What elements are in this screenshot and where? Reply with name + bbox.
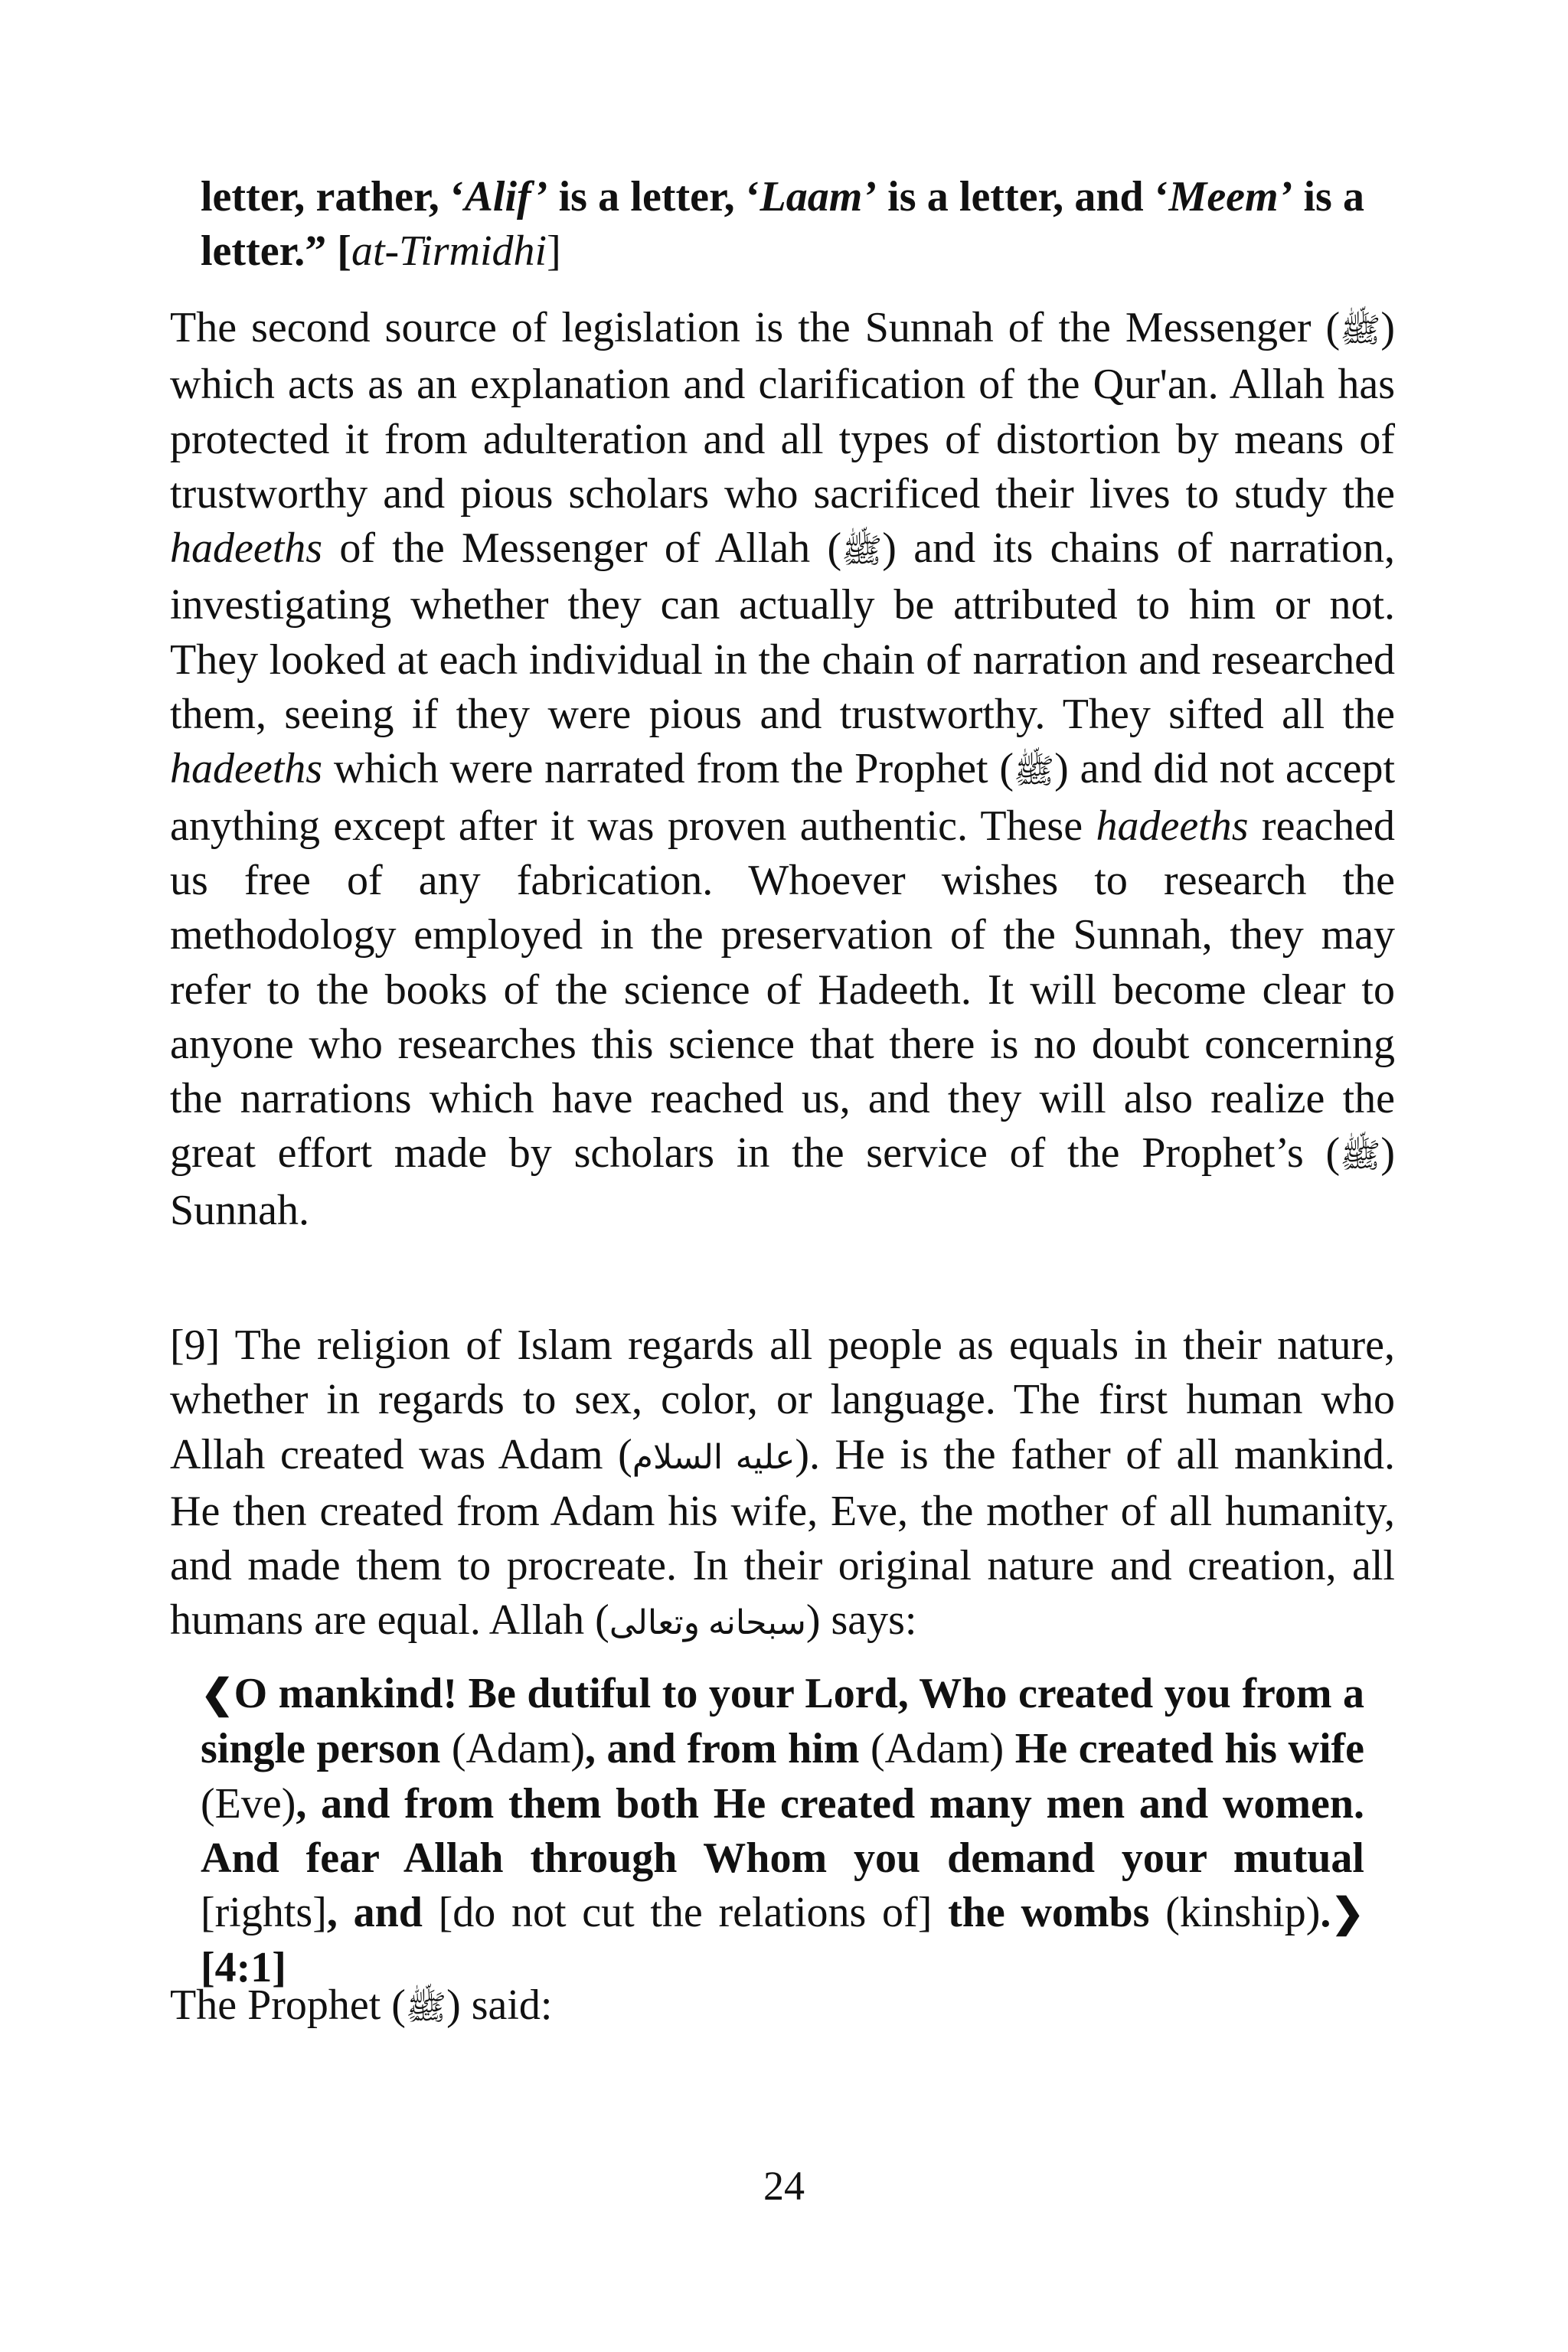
verse-gloss: (Adam) bbox=[440, 1725, 585, 1773]
quote-italic-term: Alif’ bbox=[464, 173, 548, 220]
italic-term: hadeeths bbox=[170, 524, 323, 573]
honorific-saw-icon: ﷺ bbox=[405, 1989, 447, 2027]
verse-text: O mankind! Be dutiful to your Lord, Who created you from a single person bbox=[201, 1670, 1364, 1773]
quote-text: is a letter.” bbox=[201, 173, 1365, 276]
body-text: The second source of legislation is the Sunnah of the Messenger ( bbox=[170, 304, 1341, 351]
body-text: ). He is the father of all mankind. He then created from Adam his wife, Eve, the mother of all humanity, and made them to procreate. In their original nature and creation, all humans are equal. Allah ( bbox=[170, 1430, 1395, 1645]
italic-term: hadeeths bbox=[1096, 802, 1249, 850]
body-text: reached us free of any fabrication. Whoever wishes to research the methodology employed in the preservation of the Sunnah, they may refer to the books of the science of Hadeeth. It will become clear to anyone who researches this science that there is no doubt concerning the narrations which have reached us, and they will also realize the great effort made by scholars in the service of the Prophet’s ( bbox=[170, 802, 1395, 1178]
quote-text: is a letter, ‘ bbox=[547, 173, 760, 220]
verse-text: , and from them both He created many men and women. And fear Allah through Whom you demand your mutual bbox=[201, 1779, 1364, 1882]
body-text: The Prophet ( bbox=[170, 1981, 406, 2029]
verse-gloss: [do not cut the relations of] bbox=[422, 1889, 949, 1937]
verse-gloss: (kinship) bbox=[1149, 1889, 1321, 1937]
quran-verse-quote bbox=[201, 1667, 1364, 1996]
quote-text: is a letter, and ‘ bbox=[876, 173, 1169, 220]
verse-gloss: (Eve) bbox=[201, 1779, 296, 1828]
source-bracket: ] bbox=[547, 227, 561, 276]
ornate-open-bracket-icon: ❮ bbox=[201, 1673, 234, 1717]
paragraph-equality bbox=[170, 1318, 1395, 1651]
body-text: ) and did not accept anything except after it was proven authentic. These bbox=[170, 745, 1396, 850]
page-number: 24 bbox=[763, 2163, 805, 2209]
honorific-saw-icon: ﷺ bbox=[841, 532, 883, 570]
verse-text: . bbox=[1320, 1889, 1331, 1937]
verse-text: , and from him bbox=[584, 1725, 860, 1773]
italic-term: hadeeths bbox=[170, 745, 323, 793]
source-reference: at-Tirmidhi bbox=[351, 227, 547, 276]
body-text: ) says: bbox=[805, 1596, 917, 1645]
hadith-quote-continuation bbox=[201, 170, 1364, 279]
quote-italic-term: Meem’ bbox=[1168, 173, 1293, 220]
paragraph-prophet-said bbox=[170, 1978, 1395, 2035]
verse-gloss: [rights] bbox=[201, 1889, 327, 1937]
quote-text: letter, rather, ‘ bbox=[201, 173, 465, 220]
verse-reference: [4:1] bbox=[201, 1944, 286, 1992]
body-text: ) and its chains of narration, investigating whether they can actually be attributed to him or not. They looked at each individual in the chain of narration and researched them, seeing if they were pious and trustworthy. They sifted all the bbox=[170, 524, 1396, 739]
verse-text: , and bbox=[326, 1889, 423, 1937]
honorific-saw-icon: ﷺ bbox=[1340, 312, 1381, 349]
body-text: [9] The religion of Islam regards all people as equals in their nature, whether in regards to sex, color, or language. The first human who Allah created was Adam ( bbox=[170, 1321, 1395, 1478]
verse-text: He created his wife bbox=[1014, 1725, 1365, 1773]
ornate-close-bracket-icon: ❯ bbox=[1331, 1892, 1364, 1936]
honorific-as-icon: عليه السلام bbox=[632, 1438, 795, 1476]
body-text: ) said: bbox=[446, 1981, 553, 2029]
quote-italic-term: Laam’ bbox=[760, 173, 877, 220]
verse-gloss: (Adam) bbox=[859, 1725, 1015, 1773]
honorific-swt-icon: سبحانه وتعالى bbox=[609, 1604, 806, 1642]
paragraph-sunnah bbox=[170, 301, 1395, 1238]
honorific-saw-icon: ﷺ bbox=[1340, 1137, 1381, 1175]
source-bracket: [ bbox=[337, 227, 351, 276]
honorific-saw-icon: ﷺ bbox=[1013, 753, 1055, 791]
body-text: which were narrated from the Prophet ( bbox=[322, 745, 1014, 793]
body-text: ) Sunnah. bbox=[170, 1129, 1395, 1234]
body-text: of the Messenger of Allah ( bbox=[322, 524, 842, 573]
verse-text: the wombs bbox=[948, 1889, 1150, 1937]
body-text: ) which acts as an explanation and clarification of the Qur'an. Allah has protected it from adulteration and all types of distortion by means of trustworthy and pious scholars who sacrificed their lives to study the bbox=[170, 304, 1395, 518]
